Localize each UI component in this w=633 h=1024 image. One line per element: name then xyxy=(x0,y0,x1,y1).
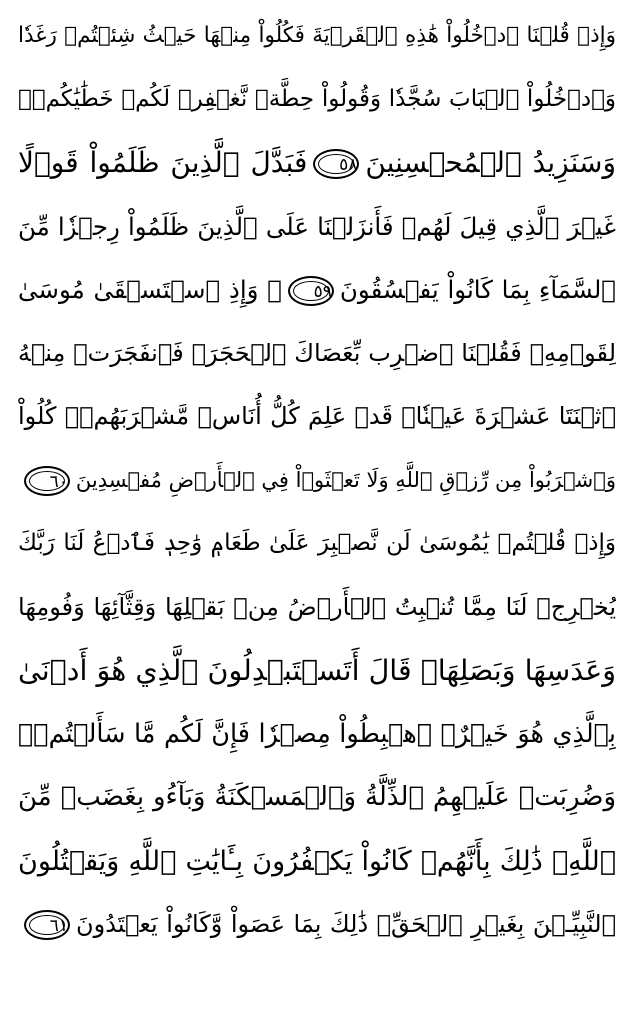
text-line-15 xyxy=(18,893,616,957)
text-line-13 xyxy=(18,766,616,830)
line-11-text: وَعَدَسِهَا وَبَصَلِهَاۖ قَالَ أَتَسۡتَبۡدِلُونَ ٱلَّذِي هُوَ أَدۡنَىٰ xyxy=(18,654,616,687)
text-line-12 xyxy=(18,703,616,767)
line-14-text: ٱللَّهِۗ ذَٰلِكَ بِأَنَّهُمۡ كَانُواْ يَكۡفُرُونَ بِـَٔايَٰتِ ٱللَّهِ وَيَقۡتُلُونَ xyxy=(18,845,616,877)
text-line-2 xyxy=(18,68,616,132)
text-line-14 xyxy=(18,830,616,894)
text-line-4 xyxy=(18,195,616,259)
ayah-number-marker-60: ٦٠ xyxy=(24,466,70,496)
text-line-9 xyxy=(18,512,616,576)
line-7-text: ٱثۡنَتَا عَشۡرَةَ عَيۡنٗاۖ قَدۡ عَلِمَ كُلُّ أُنَاسٖ مَّشۡرَبَهُمۡۖ كُلُواْ xyxy=(18,402,616,430)
line-1-text: وَإِذۡ قُلۡنَا ٱدۡخُلُواْ هَٰذِهِ ٱلۡقَرۡيَةَ فَكُلُواْ مِنۡهَا حَيۡثُ شِئۡتُمۡ رَغَدٗا xyxy=(18,23,616,48)
text-line-5 xyxy=(18,258,616,322)
line-5-text-after: ۞ وَإِذِ ٱسۡتَسۡقَىٰ مُوسَىٰ xyxy=(18,275,282,304)
line-12-text: بِٱلَّذِي هُوَ خَيۡرٌۚ ٱهۡبِطُواْ مِصۡرٗا فَإِنَّ لَكُم مَّا سَأَلۡتُمۡۗ xyxy=(18,718,616,749)
text-line-3 xyxy=(18,131,616,195)
text-line-7 xyxy=(18,385,616,449)
line-15-text: ٱلنَّبِيِّـۧنَ بِغَيۡرِ ٱلۡحَقِّۗ ذَٰلِكَ بِمَا عَصَواْ وَّكَانُواْ يَعۡتَدُونَ xyxy=(76,910,616,938)
line-8-text: وَٱشۡرَبُواْ مِن رِّزۡقِ ٱللَّهِ وَلَا تَعۡثَوۡاْ فِي ٱلۡأَرۡضِ مُفۡسِدِينَ xyxy=(75,467,616,492)
ayah-number-marker-59: ٥٩ xyxy=(288,276,334,306)
line-3-text-before: وَسَنَزِيدُ ٱلۡمُحۡسِنِينَ xyxy=(365,146,616,179)
line-4-text: غَيۡرَ ٱلَّذِي قِيلَ لَهُمۡ فَأَنزَلۡنَا عَلَى ٱلَّذِينَ ظَلَمُواْ رِجۡزٗا مِّنَ xyxy=(18,211,616,241)
text-line-1 xyxy=(18,4,616,68)
line-13-text: وَضُرِبَتۡ عَلَيۡهِمُ ٱلذِّلَّةُ وَٱلۡمَسۡكَنَةُ وَبَآءُو بِغَضَبٖ مِّنَ xyxy=(18,782,616,812)
text-line-11 xyxy=(18,639,616,703)
line-10-text: يُخۡرِجۡ لَنَا مِمَّا تُنۢبِتُ ٱلۡأَرۡضُ مِنۢ بَقۡلِهَا وَقِثَّآئِهَا وَفُومِهَا xyxy=(18,592,616,621)
line-6-text: لِقَوۡمِهِۦ فَقُلۡنَا ٱضۡرِب بِّعَصَاكَ ٱلۡحَجَرَۖ فَٱنفَجَرَتۡ مِنۡهُ xyxy=(18,338,616,367)
quran-text-block xyxy=(18,4,616,957)
text-line-10 xyxy=(18,576,616,640)
text-line-8 xyxy=(18,449,616,513)
line-3-text-after: فَبَدَّلَ ٱلَّذِينَ ظَلَمُواْ قَوۡلًا xyxy=(18,146,308,179)
line-9-text: وَإِذۡ قُلۡتُمۡ يَٰمُوسَىٰ لَن نَّصۡبِرَ عَلَىٰ طَعَامٖ وَٰحِدٖ فَٱدۡعُ لَنَا رَبَّكَ xyxy=(18,530,616,556)
ayah-number-marker-58: ٥٨ xyxy=(313,149,359,179)
line-2-text: وَٱدۡخُلُواْ ٱلۡبَابَ سُجَّدٗا وَقُولُواْ حِطَّةٞ نَّغۡفِرۡ لَكُمۡ خَطَٰيَٰكُمۡۚ xyxy=(18,85,616,112)
ayah-number-marker-61: ٦١ xyxy=(24,910,70,940)
line-5-text-before: ٱلسَّمَآءِ بِمَا كَانُواْ يَفۡسُقُونَ xyxy=(339,275,616,304)
text-line-6 xyxy=(18,322,616,386)
